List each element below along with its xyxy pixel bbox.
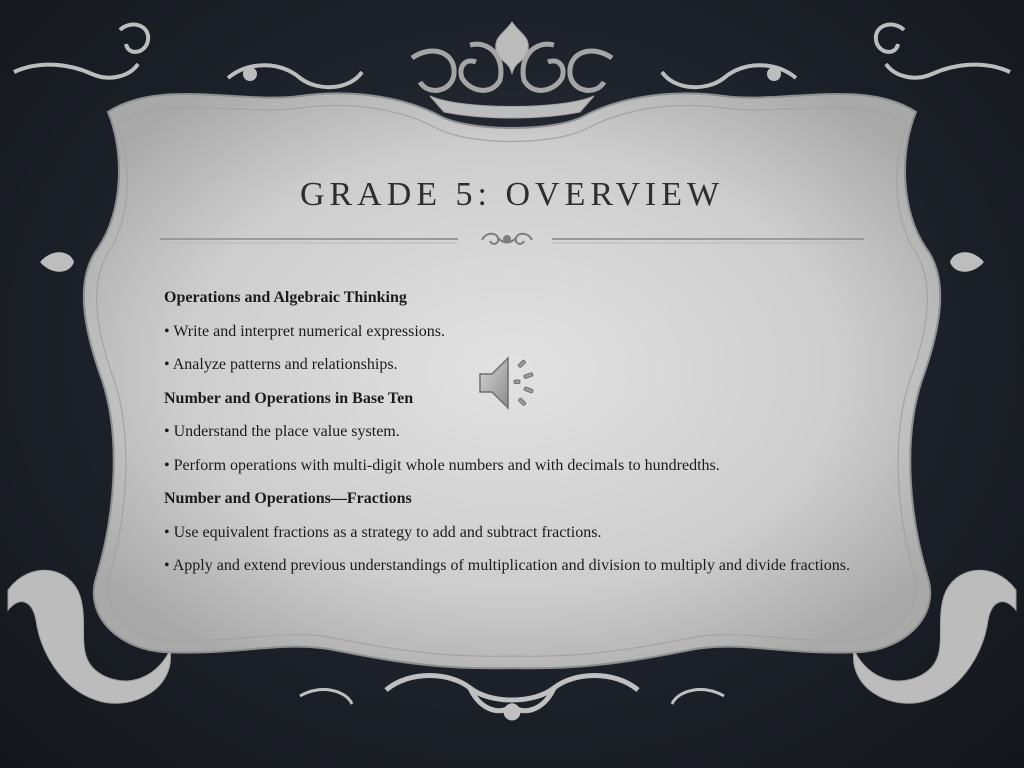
section-heading: Number and Operations in Base Ten — [164, 389, 414, 407]
bullet-item: • Analyze patterns and relationships. — [164, 356, 398, 373]
bullet-item: • Understand the place value system. — [164, 423, 400, 440]
top-crest-ornament — [412, 22, 612, 118]
bullet-item: • Use equivalent fractions as a strategy to add and subtract fractions. — [164, 523, 602, 541]
slide-title: GRADE 5: OVERVIEW — [299, 176, 725, 213]
speaker-icon[interactable] — [474, 350, 546, 416]
section-heading: Number and Operations—Fractions — [164, 490, 412, 507]
bullet-item: • Perform operations with multi-digit whole numbers and with decimals to hundredths. — [164, 456, 720, 474]
bullet-item: • Apply and extend previous understandings of multiplication and division to multiply and divide fractions. — [164, 557, 850, 574]
section-heading: Operations and Algebraic Thinking — [164, 289, 407, 306]
title-divider — [160, 228, 864, 252]
divider-flourish-icon — [482, 234, 532, 244]
slide-content — [164, 283, 884, 585]
bullet-item: • Write and interpret numerical expressions. — [164, 322, 446, 340]
bottom-crest-ornament — [300, 676, 724, 719]
